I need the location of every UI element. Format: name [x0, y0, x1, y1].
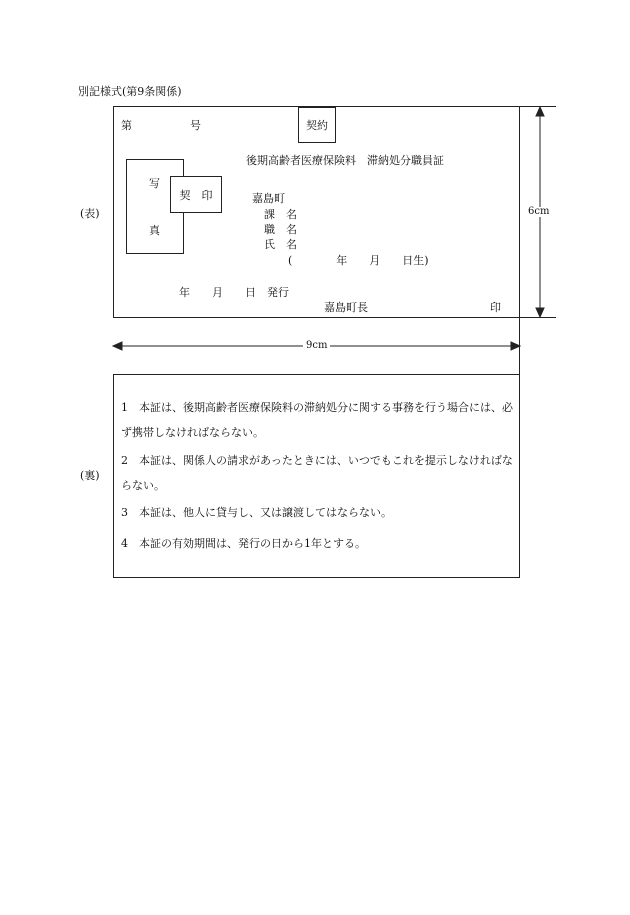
seal-stamp-text: 契 印: [179, 188, 213, 202]
height-dim-label: 6cm: [525, 207, 552, 217]
field-position: 職 名: [264, 223, 297, 236]
card-title: 後期高齢者医療保険料 滞納処分職員証: [246, 154, 444, 167]
number-suffix: 号: [190, 119, 201, 132]
back-note-4: 4 本証の有効期間は、発行の日から1年とする。: [121, 537, 366, 550]
field-birth: ( 年 月 日生): [288, 254, 429, 267]
contract-seal-text: 契約: [306, 119, 328, 132]
town-name: 嘉島町: [252, 192, 285, 205]
mayor-title: 嘉島町長: [324, 301, 368, 314]
front-side-label: (表): [80, 207, 100, 220]
width-dim-label: 9cm: [303, 341, 330, 351]
number-prefix: 第: [121, 119, 132, 132]
back-note-3: 3 本証は、他人に貸与し、又は譲渡してはならない。: [121, 506, 392, 519]
photo-char-2: 真: [149, 224, 160, 237]
field-name: 氏 名: [264, 238, 297, 251]
back-note-1: 1 本証は、後期高齢者医療保険料の滞納処分に関する事務を行う場合には、必ず携帯しなければならない。: [121, 401, 513, 439]
back-side-label: (裏): [80, 469, 100, 482]
field-section: 課 名: [264, 208, 297, 221]
photo-char-1: 写: [149, 177, 160, 190]
form-title: 別記様式(第9条関係): [78, 85, 182, 98]
mayor-seal-mark: 印: [490, 301, 501, 314]
back-note-2: 2 本証は、関係人の請求があったときには、いつでもこれを提示しなければならない。: [121, 454, 513, 492]
issue-date: 年 月 日 発行: [179, 286, 289, 299]
